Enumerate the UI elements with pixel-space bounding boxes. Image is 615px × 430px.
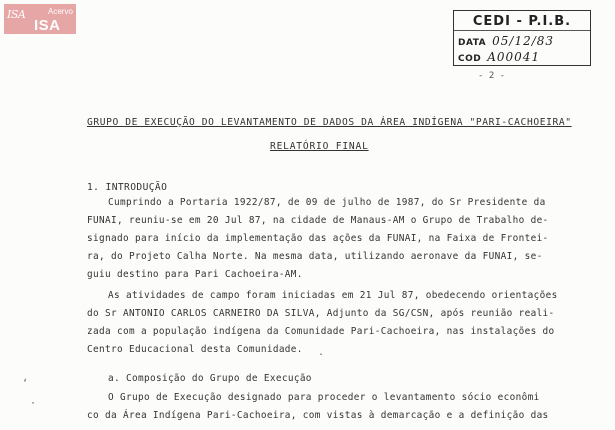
text-line: zada com a população indígena da Comunidade Pari-Cachoeira, nas instalações do [87,326,555,337]
text-line: do Sr ANTONIO CARLOS CARNEIRO DA SILVA, Adjunto da SG/CSN, após reunião reali- [87,308,555,319]
watermark-label-main: ISA [34,17,61,34]
text-line: FUNAI, reuniu-se em 20 Jul 87, na cidade de Manaus-AM o Grupo de Trabalho de- [87,215,549,226]
text-line: ra, do Projeto Calha Norte. Na mesma data, utilizando aeronave da FUNAI, se- [87,251,543,262]
text-line: Centro Educacional desta Comunidade. [87,344,303,355]
scan-speck: . [318,347,325,358]
archive-stamp [453,10,591,66]
stamp-code-row [458,50,540,64]
stamp-date-label: DATA [458,38,487,48]
section-title: 1. INTRODUÇÃO [87,182,168,193]
document-subheading: RELATÓRIO FINAL [270,141,369,152]
document-heading: GRUPO DE EXECUÇÃO DO LEVANTAMENTO DE DADOS DA ÁREA INDÍGENA "PARI-CACHOEIRA" [87,117,572,128]
text-line: guiu destino para Pari Cachoeira-AM. [87,269,303,280]
text-line: Cumprindo a Portaria 1922/87, de 09 de julho de 1987, do Sr Presidente da [108,197,546,208]
stamp-date-value: 05/12/83 [492,34,555,48]
scan-speck: · [30,398,37,409]
stamp-code-value: A00041 [487,50,541,64]
subsection-title: a. Composição do Grupo de Execução [108,373,312,384]
isa-mark: ISA [7,8,26,21]
watermark-label-top: Acervo [48,7,73,16]
text-line: signado para início da implementação das ações da FUNAI, na Faixa de Frontei- [87,233,549,244]
stamp-title: CEDI - P.I.B. [454,14,590,31]
scan-speck: ʻ [22,378,29,389]
page-number: - 2 - [478,71,506,81]
text-line: As atividades de campo foram iniciadas em 21 Jul 87, obedecendo orientações [108,290,558,301]
acervo-isa-watermark-logo [4,4,76,34]
stamp-code-label: COD [458,54,482,64]
text-line: co da Área Indígena Pari-Cachoeira, com vistas à demarcação e a definição das [87,410,549,421]
text-line: O Grupo de Execução designado para proceder o levantamento sócio econômi [108,392,540,403]
stamp-date-row [458,34,554,48]
